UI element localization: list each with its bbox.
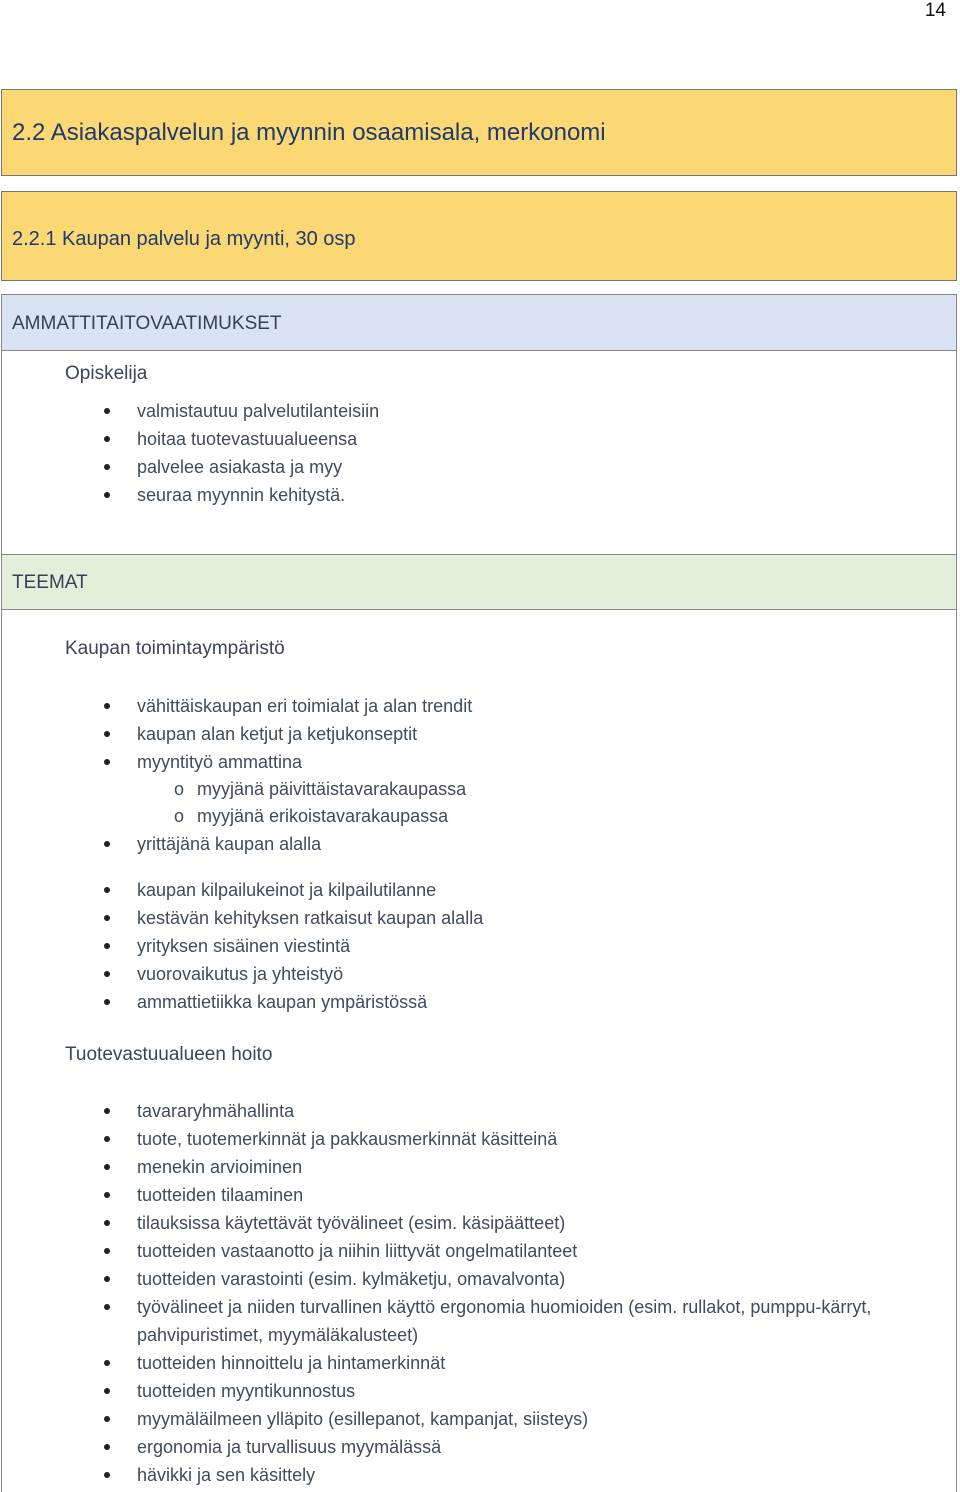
topics-body	[1, 610, 957, 1492]
list-item: tuotteiden myyntikunnostus	[2, 1377, 917, 1405]
list-item: valmistautuu palvelutilanteisiin	[2, 397, 917, 425]
list-item: hoitaa tuotevastuualueensa	[2, 425, 917, 453]
page-number: 14	[924, 0, 946, 21]
list-item: palvelee asiakasta ja myy	[2, 453, 917, 481]
list-item: yrityksen sisäinen viestintä	[2, 932, 917, 960]
list-item: tuotteiden vastaanotto ja niihin liittyvät ongelmatilanteet	[2, 1237, 917, 1265]
list-item: kaupan kilpailukeinot ja kilpailutilanne	[2, 876, 917, 904]
list-item: myymäläilmeen ylläpito (esillepanot, kampanjat, siisteys)	[2, 1405, 917, 1433]
topics-header	[1, 554, 957, 610]
subsection-heading-box	[1, 191, 957, 281]
requirements-list	[2, 397, 917, 509]
list-item: tilauksissa käytettävät työvälineet (esim. käsipäätteet)	[2, 1209, 917, 1237]
list-item: työvälineet ja niiden turvallinen käyttö ergonomia huomioiden (esim. rullakot, pumppu-kärryt, pahvipuristimet, myymäläkalusteet)	[2, 1293, 917, 1349]
list-item: kestävän kehityksen ratkaisut kaupan alalla	[2, 904, 917, 932]
requirements-heading: AMMATTITAITOVAATIMUKSET	[12, 313, 282, 334]
sub-list-item: o myyjänä päivittäistavarakaupassa	[2, 776, 960, 803]
list-item: menekin arvioiminen	[2, 1153, 917, 1181]
topic-group-title: Kaupan toimintaympäristö	[65, 638, 285, 659]
list-item: vähittäiskaupan eri toimialat ja alan trendit	[2, 692, 917, 720]
requirements-body	[1, 351, 957, 554]
list-item: yrittäjänä kaupan alalla	[2, 830, 917, 858]
subsection-title: 2.2.1 Kaupan palvelu ja myynti, 30 osp	[12, 228, 356, 250]
list-item: tuotteiden varastointi (esim. kylmäketju, omavalvonta)	[2, 1265, 917, 1293]
list-item: ergonomia ja turvallisuus myymälässä	[2, 1433, 917, 1461]
list-item: tavararyhmähallinta	[2, 1097, 917, 1125]
list-item: seuraa myynnin kehitystä.	[2, 481, 917, 509]
section-heading-box	[1, 89, 957, 176]
list-item: myyntityö ammattina	[2, 748, 917, 776]
list-item: vuorovaikutus ja yhteistyö	[2, 960, 917, 988]
requirements-subject: Opiskelija	[65, 363, 148, 384]
topic-list-c	[2, 876, 917, 1016]
requirements-header	[1, 294, 957, 351]
topic-group-title: Tuotevastuualueen hoito	[65, 1044, 273, 1065]
list-item: tuotteiden hinnoittelu ja hintamerkinnät	[2, 1349, 917, 1377]
list-item: tuote, tuotemerkinnät ja pakkausmerkinnät käsitteinä	[2, 1125, 917, 1153]
list-item: kaupan alan ketjut ja ketjukonseptit	[2, 720, 917, 748]
sub-list-item: o myyjänä erikoistavarakaupassa	[2, 803, 960, 830]
topics-heading: TEEMAT	[12, 572, 88, 593]
list-item: tuotteiden tilaaminen	[2, 1181, 917, 1209]
topic-list-a	[2, 692, 960, 858]
section-title: 2.2 Asiakaspalvelun ja myynnin osaamisala, merkonomi	[12, 119, 606, 146]
topic-list-product	[2, 1097, 917, 1489]
list-item: hävikki ja sen käsittely	[2, 1461, 917, 1489]
list-item: ammattietiikka kaupan ympäristössä	[2, 988, 917, 1016]
